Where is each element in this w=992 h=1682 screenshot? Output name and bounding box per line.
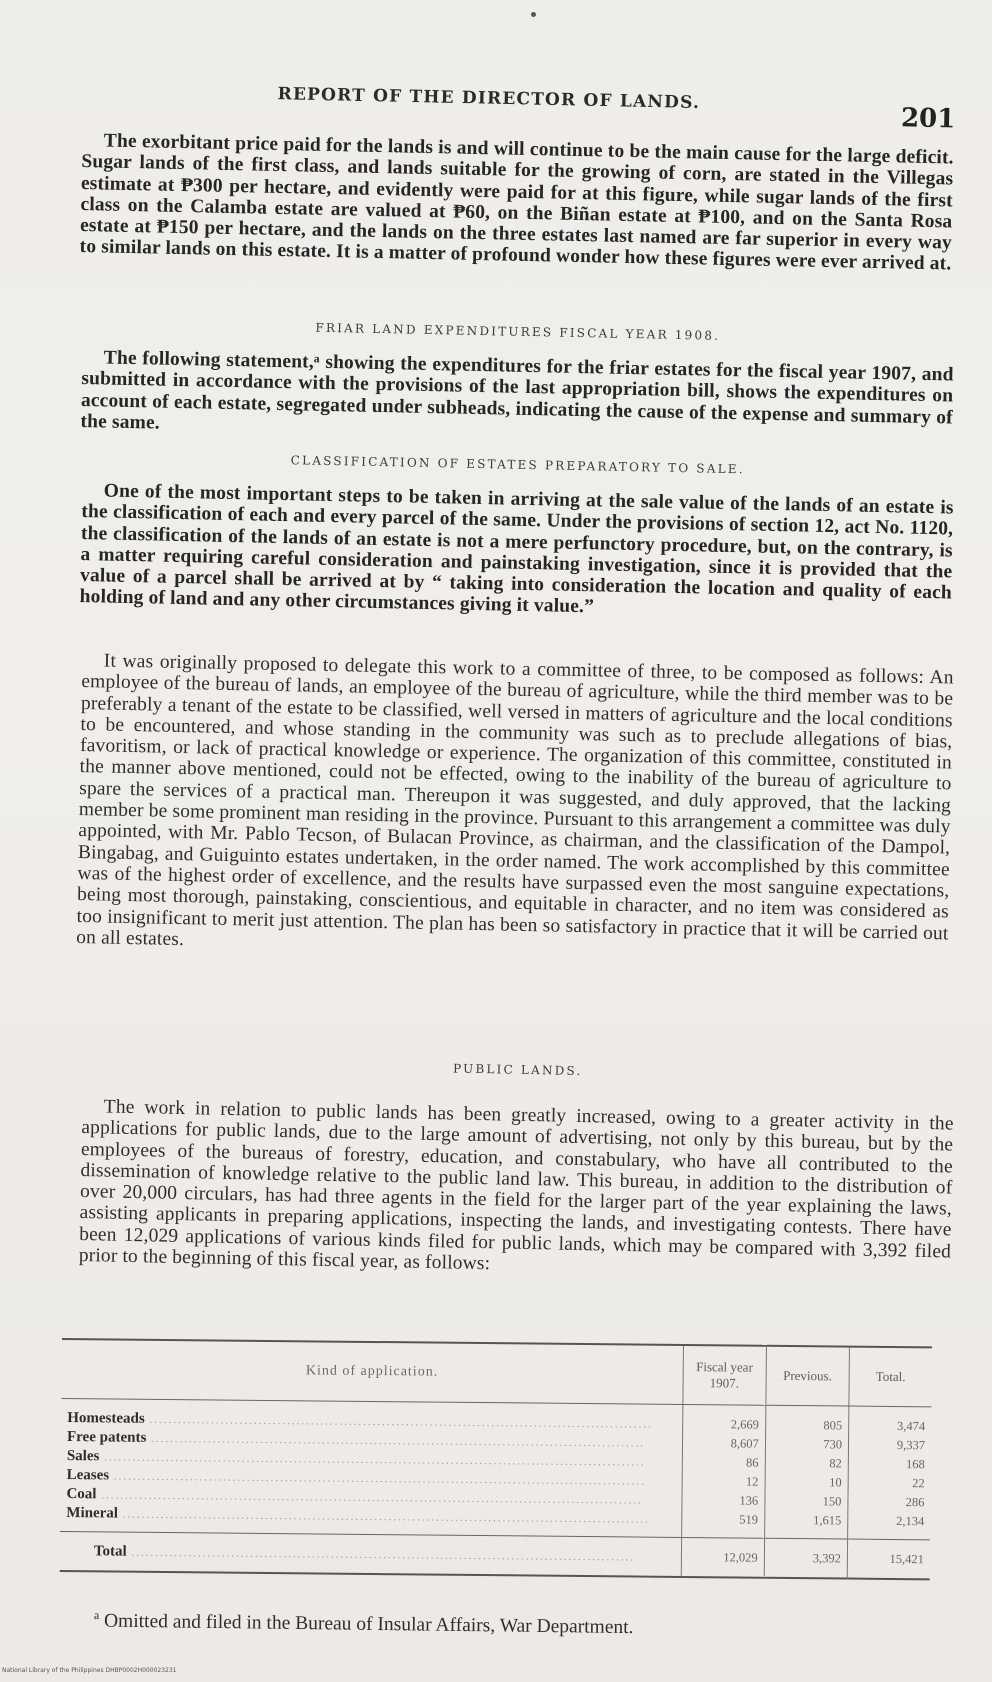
cell-previous: 10 — [765, 1473, 848, 1493]
cell-previous: 82 — [765, 1454, 848, 1474]
column-header-total: Total. — [849, 1347, 932, 1407]
footnote — [94, 1608, 954, 1643]
leader-dots: .................................................................................................................. — [96, 1489, 643, 1507]
scan-speck — [531, 12, 536, 17]
cell-total: 9,337 — [848, 1436, 931, 1456]
leader-dots: .......................................................................................................... — [144, 1413, 654, 1431]
column-header-kind: Kind of application. — [61, 1339, 683, 1404]
cell-previous: 150 — [765, 1492, 848, 1512]
heading-friar-land-expenditures — [82, 316, 954, 347]
cell-fiscal: 136 — [682, 1491, 765, 1511]
cell-fiscal: 2,669 — [682, 1404, 765, 1434]
paragraph-following-statement — [80, 347, 954, 450]
paragraph-exorbitant-price — [79, 130, 953, 275]
applications-table — [60, 1338, 932, 1580]
row-label: Sales — [66, 1448, 100, 1465]
cell-previous: 1,615 — [764, 1511, 847, 1539]
row-label: Homesteads — [67, 1410, 145, 1427]
row-label: Leases — [66, 1467, 110, 1484]
row-label: Coal — [66, 1486, 97, 1503]
column-header-previous: Previous. — [766, 1346, 850, 1406]
cell-total: 3,474 — [849, 1406, 932, 1436]
footnote-text: Omitted and filed in the Bureau of Insular Affairs, War Department. — [103, 1610, 634, 1639]
cell-total: 2,134 — [848, 1512, 931, 1540]
paragraph-public-lands-work — [79, 1096, 954, 1284]
section-heading: CLASSIFICATION OF ESTATES PREPARATORY TO SALE. — [290, 453, 745, 477]
heading-public-lands — [82, 1054, 954, 1085]
page-header — [269, 78, 960, 135]
total-label: Total — [93, 1542, 127, 1560]
heading-classification-of-estates — [82, 449, 954, 480]
paragraph-text: One of the most important steps to be taken in arriving at the sale value of the lands of an estate is the classification of each and every parcel of the same. Under the provisions of section 12, act No. 1120, the classification of the lands of an estate is not a mere perfunctory procedure, but, on the contrary, is a matter requiring careful consideration and painstaking investigation, since it is provided that the value of a parcel shall be arrived at by “ taking into consideration the location and quality of each holding of land and any other circumstances giving it value.” — [79, 480, 954, 618]
column-header-fiscal: Fiscal year 1907. — [683, 1345, 767, 1405]
leader-dots: .................................................................................................................. — [99, 1451, 646, 1469]
footnote-mark: a — [93, 1608, 100, 1623]
paragraph-text: The work in relation to public lands has been greatly increased, owing to a greater activity in the applications for public lands, due to the large amount of advertising, not only by this bureau, but by the employees of the bureaus of forestry, education, and constabulary, who have all contributed to the dissemination of knowledge relative to the public land law. This bureau, in addition to the distribution of over 20,000 circulars, has had three agents in the field for the larger part of the year explaining the laws, assisting applicants in preparing applications, inspecting the lands, and investigating contests. There have been 12,029 applications of various kinds filed for public lands, which may be compared with 3,392 filed prior to the beginning of this fiscal year, as follows: — [78, 1096, 954, 1275]
cell-grand-total: 15,421 — [847, 1539, 930, 1579]
cell-fiscal: 8,607 — [682, 1434, 765, 1454]
paragraph-originally-proposed — [76, 650, 954, 966]
cell-fiscal: 86 — [682, 1453, 765, 1473]
running-head: REPORT OF THE DIRECTOR OF LANDS. — [277, 84, 701, 114]
scan-footer: National Library of the Philippines DHBP0002H000023231 — [2, 1667, 177, 1674]
paragraph-text: The following statement,ᵃ showing the expenditures for the friar estates for the fiscal year 1907, and submitted in accordance with the provisions of the last appropriation bill, shows the expenditures on account of each estate, segregated under subheads, indicating the cause of the expense and summary of the same. — [80, 347, 954, 434]
table-header-row — [61, 1339, 932, 1407]
cell-total: 168 — [848, 1455, 931, 1475]
cell-total: 286 — [848, 1493, 931, 1513]
page-number: 201 — [900, 103, 956, 135]
leader-dots: ................................................................................................................ — [109, 1470, 646, 1488]
paragraph-text: The exorbitant price paid for the lands is and will continue to be the main cause for the large deficit. Sugar lands of the first class, and lands suitable for the growing of corn, are stated in the Villegas estimate at ₱300 per hectare, and evidently were paid for at this figure, while sugar lands of the first class on the Calamba estate are valued at ₱60, on the Biñan estate at ₱100, and on the Santa Rosa estate at ₱150 per hectare, and the lands on the three estates last named are far superior in every way to similar lands on this estate. It is a matter of profound wonder how these figures were ever arrived at. — [79, 130, 954, 275]
cell-fiscal: 12 — [682, 1472, 765, 1492]
cell-previous: 805 — [765, 1405, 849, 1435]
cell-previous-total: 3,392 — [764, 1538, 848, 1578]
leader-dots: ............................................................................................................... — [117, 1508, 650, 1526]
paragraph-important-steps — [79, 480, 953, 625]
row-label: Free patents — [66, 1429, 147, 1446]
table-total-row — [60, 1531, 930, 1579]
cell-total: 22 — [848, 1474, 931, 1494]
paragraph-text: It was originally proposed to delegate this work to a committee of three, to be composed as follows: An employee of the bureau of lands, an employee of the bureau of agriculture, while the third member was to be preferably a tenant of the estate to be classified, well versed in matters of agriculture and the local conditions to be encountered, and whose standing in the community was such as to preclude allegations of bias, favoritism, or lack of practical knowledge or experience. The organization of this committee, constituted in the manner above mentioned, could not be effected, owing to the inability of the bureau of agriculture to spare the services of a practical man. Thereupon it was suggested, and duly approved, that the lacking member be some prominent man residing in the province. Pursuant to this arrangement a committee was duly appointed, with Mr. Pablo Tecson, of Bulacan Province, as chairman, and the classification of the Dampol, Bingabag, and Guiguinto estates undertaken, in the order named. The work accomplished by this committee was of the highest order of excellence, and the results have surpassed even the most sanguine expectations, being most thorough, painstaking, conscientious, and equitable in character, and no item was considered as too insignificant to merit just attention. The plan has been so satisfactory in practice that it will be carried out on all estates. — [76, 650, 954, 950]
row-label: Mineral — [66, 1505, 119, 1522]
cell-previous: 730 — [765, 1435, 848, 1455]
section-heading: PUBLIC LANDS. — [452, 1061, 583, 1079]
leader-dots: ........................................................................................................ — [146, 1432, 646, 1450]
applications-table-wrap — [60, 1338, 932, 1580]
cell-fiscal-total: 12,029 — [681, 1537, 764, 1577]
section-heading: FRIAR LAND EXPENDITURES FISCAL YEAR 1908. — [315, 320, 721, 343]
leader-dots: .......................................................................................................... — [126, 1546, 636, 1564]
cell-fiscal: 519 — [681, 1510, 764, 1538]
